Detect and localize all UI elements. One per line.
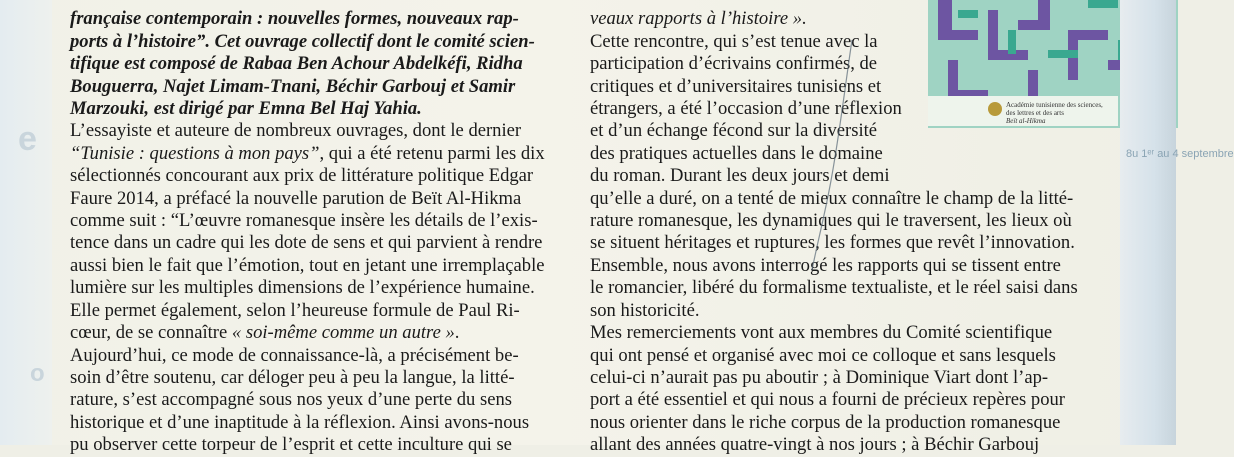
text-line: lumière sur les multiples dimensions de l’expérience humaine. — [70, 277, 535, 299]
book-title: “Tunisie : questions à mon pays” — [70, 142, 320, 164]
text-line: celui-ci n’aurait pas pu aboutir ; à Dominique Viart dont l’ap- — [590, 366, 1049, 388]
text-line: des pratiques actuelles dans le domaine — [590, 142, 883, 164]
body-paragraph — [70, 345, 575, 457]
text-line: qu’elle a duré, on a tenté de mieux connaître le champ de la litté- — [590, 187, 1074, 209]
image-caption — [928, 96, 1118, 126]
text-line: étrangers, a été l’occasion d’une réflexion — [590, 98, 902, 120]
text-line: du roman. Durant les deux jours et demi — [590, 165, 890, 187]
text-line: allant des années quatre-vingt à nos jours ; à Béchir Garbouj — [590, 434, 1040, 456]
text-line: se situent héritages et ruptures, les formes que revêt l’innovation. — [590, 232, 1075, 254]
lead-line: Bouguerra, Najet Limam-Tnani, Béchir Garbouj et Samir — [70, 75, 516, 97]
text-line: Ensemble, nous avons interrogé les rapports qui se tissent entre — [590, 254, 1061, 276]
text-line: Faure 2014, a préfacé la nouvelle parution de Beït Al-Hikma — [70, 187, 522, 209]
lead-line: française contemporain : nouvelles formes, nouveaux rap- — [70, 8, 519, 30]
text-line: son historicité. — [590, 299, 700, 321]
text-line: aussi bien le fait que l’émotion, tout en jetant une irremplaçable — [70, 254, 545, 276]
caption-line: Académie tunisienne des sciences, — [1006, 101, 1103, 109]
lead-paragraph — [70, 0, 575, 120]
bleed-letter: o — [30, 360, 45, 387]
text-line: , qui a été retenu parmi les dix — [319, 142, 545, 164]
text-line: sélectionnés concourant aux prix de littérature politique Edgar — [70, 165, 534, 187]
lead-line: ports à l’histoire”. Cet ouvrage collectif dont le comité scien- — [70, 30, 535, 52]
text-line: rature romanesque, les dynamiques qui le traversent, les lieux où — [590, 210, 1072, 232]
text-line: L’essayiste et auteure de nombreux ouvrages, dont le dernier — [70, 120, 522, 142]
body-paragraph — [590, 0, 920, 188]
text-line: pu observer cette torpeur de l’esprit et cette inculture qui se — [70, 434, 512, 456]
body-paragraph — [590, 188, 1090, 322]
text-line: et d’un échange fécond sur la diversité — [590, 120, 878, 142]
text-line: cœur, de se connaître — [70, 322, 232, 344]
text-line: soin d’être soutenu, car déloger peu à peu la langue, la litté- — [70, 366, 515, 388]
text-line: tence dans un cadre qui les dote de sens et qui parvient à rendre — [70, 232, 543, 254]
quote: « soi-même comme un autre » — [231, 322, 455, 344]
bleed-text: 8u 1ᵉʳ au 4 septembre — [1126, 148, 1234, 160]
lead-line: Marzouki, est dirigé par Emna Bel Haj Yahia. — [70, 98, 422, 120]
text-line: historique et d’une inaptitude à la réflexion. Ainsi avons-nous — [70, 411, 530, 433]
caption-line: Beït al-Hikma — [1006, 117, 1046, 125]
academy-logo-icon — [988, 102, 1002, 116]
text-line: le romancier, libéré du formalisme textualiste, et le réel saisi dans — [590, 277, 1078, 299]
body-paragraph — [70, 120, 575, 344]
text-line: . — [454, 322, 460, 344]
left-column — [70, 0, 575, 457]
text-line: Cette rencontre, qui s’est tenue avec la — [590, 30, 878, 52]
body-paragraph — [590, 322, 1090, 456]
text-line: Aujourd’hui, ce mode de connaissance-là, a précisément be- — [70, 344, 519, 366]
text-line: comme suit : “L’œuvre romanesque insère les détails de l’exis- — [70, 210, 538, 232]
text-line: nous orienter dans le riche corpus de la production romanesque — [590, 411, 1061, 433]
left-page-edge — [0, 0, 52, 445]
text-line: port a été essentiel et qui nous a fourni de précieux repères pour — [590, 389, 1065, 411]
text-line: critiques et d’universitaires tunisiens et — [590, 75, 882, 97]
text-line: rature, s’est accompagné sous nos yeux d’une perte du sens — [70, 389, 512, 411]
right-page-bleed — [1120, 0, 1234, 445]
lead-line: tifique est composé de Rabaa Ben Achour Abdelkéfi, Ridha — [70, 53, 523, 75]
quote: veaux rapports à l’histoire ». — [590, 8, 807, 30]
text-line: Elle permet également, selon l’heureuse formule de Paul Ri- — [70, 299, 520, 321]
bleed-letter: e — [18, 120, 37, 158]
text-line: qui ont pensé et organisé avec moi ce colloque et sans lesquels — [590, 344, 1056, 366]
caption-line: des lettres et des arts — [1006, 109, 1064, 117]
text-line: Mes remerciements vont aux membres du Comité scientifique — [590, 322, 1053, 344]
text-line: participation d’écrivains confirmés, de — [590, 53, 878, 75]
